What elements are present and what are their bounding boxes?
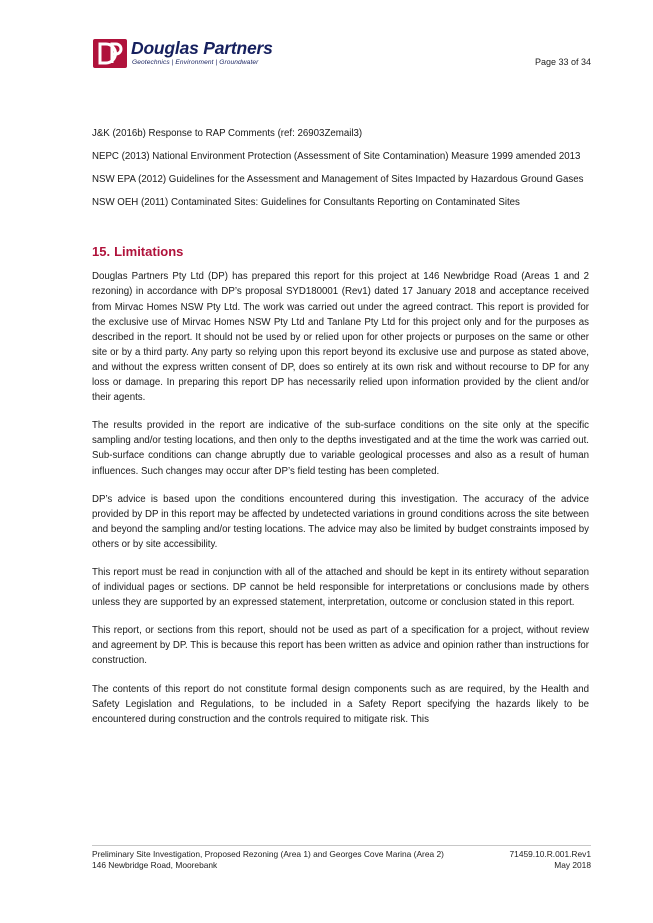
limitations-paragraph: The results provided in the report are indicative of the sub-surface conditions on the site only at the specific sampling and/or testing locations, and then only to the depths investigated and at the time the work was carried out. Sub-surface conditions can change abruptly due to variable geological processes and also as a result of human influences. Such changes may occur after DP’s field testing has been completed.	[92, 420, 589, 477]
douglas-partners-logo-icon	[93, 39, 127, 68]
document-body	[92, 126, 589, 740]
footer-report-number: 71459.10.R.001.Rev1	[509, 849, 591, 859]
company-name: Douglas Partners	[131, 38, 273, 58]
page-footer	[92, 849, 591, 871]
footer-divider	[92, 845, 591, 846]
footer-date: May 2018	[554, 860, 591, 870]
footer-address: 146 Newbridge Road, Moorebank	[92, 860, 218, 870]
limitations-paragraph: DP’s advice is based upon the conditions encountered during this investigation. The accuracy of the advice provided by DP in this report may be affected by undetected variations in ground conditions across the site between and beyond the sampling and/or testing locations. The advice may also be limited by budget constraints imposed by others or by site accessibility.	[92, 493, 589, 550]
reference-item: J&K (2016b) Response to RAP Comments (ref: 26903Zemail3)	[92, 128, 363, 139]
section-number: 15.	[92, 244, 111, 260]
limitations-paragraph: This report, or sections from this report, should not be used as part of a specification for a project, without review and agreement by DP. This is because this report has been written as advice and opinion rather than instructions for construction.	[92, 625, 589, 667]
limitations-paragraph: Douglas Partners Pty Ltd (DP) has prepared this report for this project at 146 Newbridge Road (Areas 1 and 2 rezoning) in accordance with DP’s proposal SYD180001 (Rev1) dated 17 January 2018 and acceptance received from Mirvac Homes NSW Pty Ltd. The work was carried out under the agreed contract. This report is provided for the exclusive use of Mirvac Homes NSW Pty Ltd and Tanlane Pty Ltd for this project only and for the purposes as described in the report. It should not be used by or relied upon for other projects or purposes on the same or other site or by a third party. Any party so relying upon this report beyond its exclusive use and purpose as stated above, and without the express written consent of DP, does so entirely at its own risk and without recourse to DP for any loss or damage. In preparing this report DP has necessarily relied upon information provided by the client and/or their agents.	[92, 271, 589, 404]
section-heading	[92, 244, 589, 259]
footer-project-title: Preliminary Site Investigation, Proposed Rezoning (Area 1) and Georges Cove Marina (Area 2)	[92, 849, 444, 859]
company-logo	[93, 37, 303, 71]
reference-item: NEPC (2013) National Environment Protection (Assessment of Site Contamination) Measure 1999 amended 2013	[92, 151, 581, 163]
reference-item: NSW OEH (2011) Contaminated Sites: Guidelines for Consultants Reporting on Contaminated Sites	[92, 197, 520, 209]
page-number: Page 33 of 34	[534, 57, 591, 67]
section-title: Limitations	[114, 244, 184, 260]
limitations-paragraph: This report must be read in conjunction with all of the attached and should be kept in its entirety without separation of individual pages or sections. DP cannot be held responsible for interpretations or conclusions made by others unless they are supported by an expressed statement, interpretation, outcome or conclusion stated in this report.	[92, 566, 589, 609]
reference-item: NSW EPA (2012) Guidelines for the Assessment and Management of Sites Impacted by Hazardous Ground Gases	[92, 174, 584, 186]
limitations-paragraph: The contents of this report do not constitute formal design components such as are required, by the Health and Safety Legislation and Regulations, to be included in a Safety Report specifying the hazards likely to be encountered during construction and the controls required to mitigate risk. This	[92, 683, 589, 725]
company-tagline: Geotechnics | Environment | Groundwater	[132, 59, 259, 66]
